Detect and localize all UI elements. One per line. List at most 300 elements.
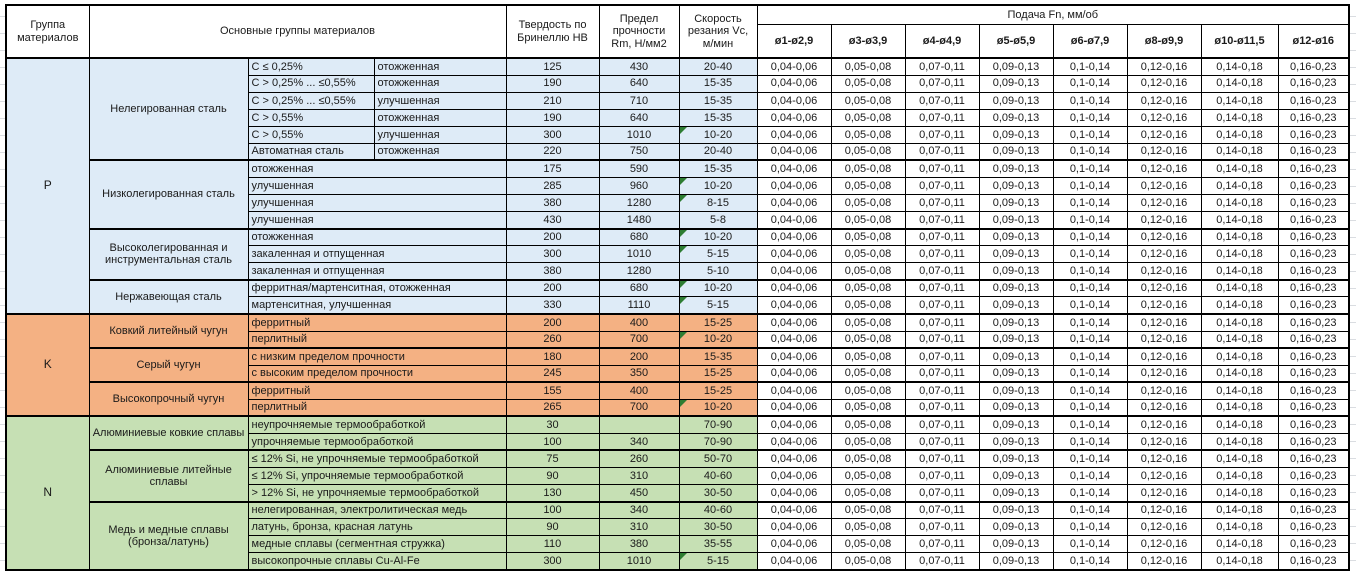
feed-cell[interactable]: 0,12-0,16 xyxy=(1127,195,1201,212)
rm-cell[interactable]: 1110 xyxy=(599,297,679,314)
feed-cell[interactable]: 0,16-0,23 xyxy=(1278,126,1349,143)
feed-cell[interactable]: 0,1-0,14 xyxy=(1053,502,1127,519)
feed-cell[interactable]: 0,05-0,08 xyxy=(831,536,905,553)
material-desc-cell[interactable]: неупрочняемые термообработкой xyxy=(248,416,506,433)
vc-cell[interactable]: 15-35 xyxy=(679,109,757,126)
rm-cell[interactable]: 260 xyxy=(599,450,679,467)
feed-cell[interactable]: 0,1-0,14 xyxy=(1053,519,1127,536)
feed-cell[interactable]: 0,12-0,16 xyxy=(1127,536,1201,553)
material-state-cell[interactable]: отожженная xyxy=(374,109,506,126)
material-desc-cell[interactable]: улучшенная xyxy=(248,195,506,212)
rm-cell[interactable] xyxy=(599,416,679,433)
feed-cell[interactable]: 0,12-0,16 xyxy=(1127,229,1201,246)
feed-cell[interactable]: 0,04-0,06 xyxy=(757,195,831,212)
feed-cell[interactable]: 0,16-0,23 xyxy=(1278,195,1349,212)
feed-cell[interactable]: 0,09-0,13 xyxy=(979,314,1053,331)
feed-cell[interactable]: 0,04-0,06 xyxy=(757,450,831,467)
subgroup-name-cell[interactable]: Низколегированная сталь xyxy=(89,160,248,228)
feed-cell[interactable]: 0,05-0,08 xyxy=(831,468,905,485)
feed-cell[interactable]: 0,1-0,14 xyxy=(1053,468,1127,485)
group-code-cell[interactable]: N xyxy=(6,416,89,570)
feed-cell[interactable]: 0,07-0,11 xyxy=(905,246,979,263)
feed-cell[interactable]: 0,14-0,18 xyxy=(1201,280,1278,297)
feed-cell[interactable]: 0,07-0,11 xyxy=(905,553,979,570)
feed-cell[interactable]: 0,09-0,13 xyxy=(979,160,1053,177)
hb-cell[interactable]: 200 xyxy=(506,280,599,297)
feed-cell[interactable]: 0,16-0,23 xyxy=(1278,433,1349,450)
feed-cell[interactable]: 0,07-0,11 xyxy=(905,263,979,280)
feed-cell[interactable]: 0,05-0,08 xyxy=(831,416,905,433)
material-desc-cell[interactable]: с низким пределом прочности xyxy=(248,348,506,365)
material-desc-cell[interactable]: медные сплавы (сегментная стружка) xyxy=(248,536,506,553)
hb-cell[interactable]: 300 xyxy=(506,246,599,263)
feed-cell[interactable]: 0,07-0,11 xyxy=(905,399,979,416)
vc-cell[interactable]: 15-35 xyxy=(679,75,757,92)
feed-cell[interactable]: 0,05-0,08 xyxy=(831,280,905,297)
feed-cell[interactable]: 0,14-0,18 xyxy=(1201,416,1278,433)
feed-cell[interactable]: 0,04-0,06 xyxy=(757,331,831,348)
material-desc-cell[interactable]: C > 0,25% ... ≤0,55% xyxy=(248,92,374,109)
feed-cell[interactable]: 0,04-0,06 xyxy=(757,92,831,109)
feed-cell[interactable]: 0,07-0,11 xyxy=(905,519,979,536)
rm-cell[interactable]: 1010 xyxy=(599,126,679,143)
group-code-cell[interactable]: K xyxy=(6,314,89,416)
header-diameter-7[interactable]: ø10-ø11,5 xyxy=(1201,24,1278,58)
feed-cell[interactable]: 0,09-0,13 xyxy=(979,212,1053,229)
feed-cell[interactable]: 0,05-0,08 xyxy=(831,502,905,519)
feed-cell[interactable]: 0,09-0,13 xyxy=(979,143,1053,160)
vc-cell[interactable]: 10-20 xyxy=(679,126,757,143)
feed-cell[interactable]: 0,07-0,11 xyxy=(905,536,979,553)
material-state-cell[interactable]: отожженная xyxy=(374,58,506,75)
feed-cell[interactable]: 0,1-0,14 xyxy=(1053,553,1127,570)
feed-cell[interactable]: 0,1-0,14 xyxy=(1053,314,1127,331)
feed-cell[interactable]: 0,1-0,14 xyxy=(1053,297,1127,314)
feed-cell[interactable]: 0,07-0,11 xyxy=(905,485,979,502)
feed-cell[interactable]: 0,12-0,16 xyxy=(1127,416,1201,433)
header-brinell-hardness[interactable]: Твердость по Бринеллю HB xyxy=(506,5,599,58)
feed-cell[interactable]: 0,16-0,23 xyxy=(1278,519,1349,536)
feed-cell[interactable]: 0,07-0,11 xyxy=(905,229,979,246)
feed-cell[interactable]: 0,12-0,16 xyxy=(1127,348,1201,365)
feed-cell[interactable]: 0,07-0,11 xyxy=(905,331,979,348)
vc-cell[interactable]: 5-15 xyxy=(679,246,757,263)
material-desc-cell[interactable]: упрочняемые термообработкой xyxy=(248,433,506,450)
feed-cell[interactable]: 0,12-0,16 xyxy=(1127,109,1201,126)
feed-cell[interactable]: 0,05-0,08 xyxy=(831,331,905,348)
feed-cell[interactable]: 0,07-0,11 xyxy=(905,75,979,92)
feed-cell[interactable]: 0,07-0,11 xyxy=(905,109,979,126)
material-state-cell[interactable]: отожженная xyxy=(374,75,506,92)
feed-cell[interactable]: 0,1-0,14 xyxy=(1053,280,1127,297)
feed-cell[interactable]: 0,14-0,18 xyxy=(1201,502,1278,519)
feed-cell[interactable]: 0,07-0,11 xyxy=(905,468,979,485)
vc-cell[interactable]: 15-35 xyxy=(679,348,757,365)
feed-cell[interactable]: 0,1-0,14 xyxy=(1053,485,1127,502)
rm-cell[interactable]: 430 xyxy=(599,58,679,75)
feed-cell[interactable]: 0,12-0,16 xyxy=(1127,468,1201,485)
material-desc-cell[interactable]: перлитный xyxy=(248,399,506,416)
feed-cell[interactable]: 0,14-0,18 xyxy=(1201,246,1278,263)
material-desc-cell[interactable]: ферритный xyxy=(248,382,506,399)
rm-cell[interactable]: 640 xyxy=(599,109,679,126)
feed-cell[interactable]: 0,14-0,18 xyxy=(1201,399,1278,416)
feed-cell[interactable]: 0,16-0,23 xyxy=(1278,468,1349,485)
feed-cell[interactable]: 0,07-0,11 xyxy=(905,92,979,109)
header-diameter-4[interactable]: ø5-ø5,9 xyxy=(979,24,1053,58)
rm-cell[interactable]: 1480 xyxy=(599,212,679,229)
feed-cell[interactable]: 0,09-0,13 xyxy=(979,348,1053,365)
feed-cell[interactable]: 0,05-0,08 xyxy=(831,348,905,365)
feed-cell[interactable]: 0,1-0,14 xyxy=(1053,433,1127,450)
hb-cell[interactable]: 380 xyxy=(506,195,599,212)
feed-cell[interactable]: 0,09-0,13 xyxy=(979,246,1053,263)
feed-cell[interactable]: 0,16-0,23 xyxy=(1278,553,1349,570)
material-desc-cell[interactable]: C > 0,55% xyxy=(248,126,374,143)
vc-cell[interactable]: 40-60 xyxy=(679,468,757,485)
feed-cell[interactable]: 0,16-0,23 xyxy=(1278,160,1349,177)
feed-cell[interactable]: 0,16-0,23 xyxy=(1278,75,1349,92)
feed-cell[interactable]: 0,05-0,08 xyxy=(831,450,905,467)
material-desc-cell[interactable]: отожженная xyxy=(248,229,506,246)
subgroup-name-cell[interactable]: Высокопрочный чугун xyxy=(89,382,248,416)
hb-cell[interactable]: 380 xyxy=(506,263,599,280)
rm-cell[interactable]: 710 xyxy=(599,92,679,109)
hb-cell[interactable]: 210 xyxy=(506,92,599,109)
feed-cell[interactable]: 0,16-0,23 xyxy=(1278,399,1349,416)
feed-cell[interactable]: 0,12-0,16 xyxy=(1127,399,1201,416)
feed-cell[interactable]: 0,04-0,06 xyxy=(757,177,831,194)
vc-cell[interactable]: 5-8 xyxy=(679,212,757,229)
hb-cell[interactable]: 200 xyxy=(506,229,599,246)
hb-cell[interactable]: 190 xyxy=(506,109,599,126)
group-code-cell[interactable]: P xyxy=(6,58,89,314)
hb-cell[interactable]: 260 xyxy=(506,331,599,348)
hb-cell[interactable]: 245 xyxy=(506,365,599,382)
subgroup-name-cell[interactable]: Серый чугун xyxy=(89,348,248,382)
feed-cell[interactable]: 0,09-0,13 xyxy=(979,485,1053,502)
rm-cell[interactable]: 1280 xyxy=(599,263,679,280)
material-desc-cell[interactable]: отожженная xyxy=(248,160,506,177)
feed-cell[interactable]: 0,14-0,18 xyxy=(1201,229,1278,246)
feed-cell[interactable]: 0,12-0,16 xyxy=(1127,485,1201,502)
vc-cell[interactable]: 35-55 xyxy=(679,536,757,553)
header-diameter-8[interactable]: ø12-ø16 xyxy=(1278,24,1349,58)
rm-cell[interactable]: 340 xyxy=(599,502,679,519)
feed-cell[interactable]: 0,05-0,08 xyxy=(831,263,905,280)
rm-cell[interactable]: 750 xyxy=(599,143,679,160)
feed-cell[interactable]: 0,14-0,18 xyxy=(1201,143,1278,160)
feed-cell[interactable]: 0,1-0,14 xyxy=(1053,382,1127,399)
feed-cell[interactable]: 0,1-0,14 xyxy=(1053,263,1127,280)
feed-cell[interactable]: 0,12-0,16 xyxy=(1127,75,1201,92)
rm-cell[interactable]: 1280 xyxy=(599,195,679,212)
feed-cell[interactable]: 0,09-0,13 xyxy=(979,365,1053,382)
feed-cell[interactable]: 0,12-0,16 xyxy=(1127,92,1201,109)
vc-cell[interactable]: 15-35 xyxy=(679,92,757,109)
feed-cell[interactable]: 0,09-0,13 xyxy=(979,280,1053,297)
hb-cell[interactable]: 125 xyxy=(506,58,599,75)
feed-cell[interactable]: 0,07-0,11 xyxy=(905,433,979,450)
rm-cell[interactable]: 700 xyxy=(599,399,679,416)
material-state-cell[interactable]: улучшенная xyxy=(374,92,506,109)
vc-cell[interactable]: 5-15 xyxy=(679,553,757,570)
header-diameter-5[interactable]: ø6-ø7,9 xyxy=(1053,24,1127,58)
hb-cell[interactable]: 330 xyxy=(506,297,599,314)
vc-cell[interactable]: 5-10 xyxy=(679,263,757,280)
feed-cell[interactable]: 0,14-0,18 xyxy=(1201,314,1278,331)
hb-cell[interactable]: 180 xyxy=(506,348,599,365)
hb-cell[interactable]: 200 xyxy=(506,314,599,331)
feed-cell[interactable]: 0,09-0,13 xyxy=(979,297,1053,314)
vc-cell[interactable]: 10-20 xyxy=(679,399,757,416)
rm-cell[interactable]: 200 xyxy=(599,348,679,365)
subgroup-name-cell[interactable]: Высоколегированная и инструментальная сталь xyxy=(89,229,248,280)
rm-cell[interactable]: 680 xyxy=(599,280,679,297)
vc-cell[interactable]: 15-25 xyxy=(679,382,757,399)
feed-cell[interactable]: 0,07-0,11 xyxy=(905,416,979,433)
header-diameter-3[interactable]: ø4-ø4,9 xyxy=(905,24,979,58)
vc-cell[interactable]: 30-50 xyxy=(679,519,757,536)
vc-cell[interactable]: 15-25 xyxy=(679,314,757,331)
material-desc-cell[interactable]: улучшенная xyxy=(248,212,506,229)
hb-cell[interactable]: 110 xyxy=(506,536,599,553)
feed-cell[interactable]: 0,14-0,18 xyxy=(1201,58,1278,75)
feed-cell[interactable]: 0,1-0,14 xyxy=(1053,348,1127,365)
rm-cell[interactable]: 310 xyxy=(599,519,679,536)
feed-cell[interactable]: 0,07-0,11 xyxy=(905,177,979,194)
vc-cell[interactable]: 70-90 xyxy=(679,416,757,433)
feed-cell[interactable]: 0,14-0,18 xyxy=(1201,212,1278,229)
feed-cell[interactable]: 0,07-0,11 xyxy=(905,382,979,399)
feed-cell[interactable]: 0,1-0,14 xyxy=(1053,246,1127,263)
feed-cell[interactable]: 0,16-0,23 xyxy=(1278,177,1349,194)
feed-cell[interactable]: 0,04-0,06 xyxy=(757,365,831,382)
feed-cell[interactable]: 0,12-0,16 xyxy=(1127,553,1201,570)
feed-cell[interactable]: 0,1-0,14 xyxy=(1053,109,1127,126)
feed-cell[interactable]: 0,09-0,13 xyxy=(979,450,1053,467)
feed-cell[interactable]: 0,05-0,08 xyxy=(831,229,905,246)
feed-cell[interactable]: 0,04-0,06 xyxy=(757,416,831,433)
feed-cell[interactable]: 0,1-0,14 xyxy=(1053,58,1127,75)
vc-cell[interactable]: 15-35 xyxy=(679,160,757,177)
subgroup-name-cell[interactable]: Ковкий литейный чугун xyxy=(89,314,248,348)
feed-cell[interactable]: 0,04-0,06 xyxy=(757,58,831,75)
feed-cell[interactable]: 0,12-0,16 xyxy=(1127,263,1201,280)
feed-cell[interactable]: 0,09-0,13 xyxy=(979,195,1053,212)
feed-cell[interactable]: 0,09-0,13 xyxy=(979,331,1053,348)
feed-cell[interactable]: 0,16-0,23 xyxy=(1278,92,1349,109)
hb-cell[interactable]: 130 xyxy=(506,485,599,502)
rm-cell[interactable]: 590 xyxy=(599,160,679,177)
feed-cell[interactable]: 0,16-0,23 xyxy=(1278,485,1349,502)
vc-cell[interactable]: 50-70 xyxy=(679,450,757,467)
rm-cell[interactable]: 310 xyxy=(599,468,679,485)
rm-cell[interactable]: 350 xyxy=(599,365,679,382)
feed-cell[interactable]: 0,14-0,18 xyxy=(1201,553,1278,570)
hb-cell[interactable]: 285 xyxy=(506,177,599,194)
feed-cell[interactable]: 0,04-0,06 xyxy=(757,485,831,502)
feed-cell[interactable]: 0,05-0,08 xyxy=(831,485,905,502)
feed-cell[interactable]: 0,04-0,06 xyxy=(757,553,831,570)
feed-cell[interactable]: 0,12-0,16 xyxy=(1127,160,1201,177)
hb-cell[interactable]: 90 xyxy=(506,519,599,536)
hb-cell[interactable]: 155 xyxy=(506,382,599,399)
hb-cell[interactable]: 300 xyxy=(506,126,599,143)
feed-cell[interactable]: 0,05-0,08 xyxy=(831,109,905,126)
feed-cell[interactable]: 0,09-0,13 xyxy=(979,263,1053,280)
material-desc-cell[interactable]: улучшенная xyxy=(248,177,506,194)
feed-cell[interactable]: 0,1-0,14 xyxy=(1053,212,1127,229)
hb-cell[interactable]: 220 xyxy=(506,143,599,160)
feed-cell[interactable]: 0,12-0,16 xyxy=(1127,58,1201,75)
feed-cell[interactable]: 0,14-0,18 xyxy=(1201,433,1278,450)
hb-cell[interactable]: 265 xyxy=(506,399,599,416)
feed-cell[interactable]: 0,09-0,13 xyxy=(979,109,1053,126)
feed-cell[interactable]: 0,09-0,13 xyxy=(979,502,1053,519)
vc-cell[interactable]: 70-90 xyxy=(679,433,757,450)
vc-cell[interactable]: 10-20 xyxy=(679,280,757,297)
feed-cell[interactable]: 0,1-0,14 xyxy=(1053,450,1127,467)
rm-cell[interactable]: 380 xyxy=(599,536,679,553)
feed-cell[interactable]: 0,09-0,13 xyxy=(979,126,1053,143)
feed-cell[interactable]: 0,1-0,14 xyxy=(1053,195,1127,212)
feed-cell[interactable]: 0,05-0,08 xyxy=(831,195,905,212)
feed-cell[interactable]: 0,09-0,13 xyxy=(979,92,1053,109)
hb-cell[interactable]: 75 xyxy=(506,450,599,467)
feed-cell[interactable]: 0,16-0,23 xyxy=(1278,143,1349,160)
feed-cell[interactable]: 0,04-0,06 xyxy=(757,314,831,331)
feed-cell[interactable]: 0,09-0,13 xyxy=(979,382,1053,399)
feed-cell[interactable]: 0,1-0,14 xyxy=(1053,331,1127,348)
feed-cell[interactable]: 0,16-0,23 xyxy=(1278,280,1349,297)
subgroup-name-cell[interactable]: Алюминиевые литейные сплавы xyxy=(89,450,248,501)
feed-cell[interactable]: 0,16-0,23 xyxy=(1278,502,1349,519)
feed-cell[interactable]: 0,05-0,08 xyxy=(831,177,905,194)
feed-cell[interactable]: 0,07-0,11 xyxy=(905,160,979,177)
feed-cell[interactable]: 0,05-0,08 xyxy=(831,92,905,109)
feed-cell[interactable]: 0,14-0,18 xyxy=(1201,126,1278,143)
vc-cell[interactable]: 15-25 xyxy=(679,365,757,382)
feed-cell[interactable]: 0,1-0,14 xyxy=(1053,160,1127,177)
feed-cell[interactable]: 0,05-0,08 xyxy=(831,553,905,570)
feed-cell[interactable]: 0,05-0,08 xyxy=(831,399,905,416)
feed-cell[interactable]: 0,12-0,16 xyxy=(1127,502,1201,519)
feed-cell[interactable]: 0,04-0,06 xyxy=(757,297,831,314)
material-desc-cell[interactable]: нелегированная, электролитическая медь xyxy=(248,502,506,519)
rm-cell[interactable]: 340 xyxy=(599,433,679,450)
feed-cell[interactable]: 0,05-0,08 xyxy=(831,519,905,536)
feed-cell[interactable]: 0,1-0,14 xyxy=(1053,143,1127,160)
rm-cell[interactable]: 400 xyxy=(599,382,679,399)
feed-cell[interactable]: 0,04-0,06 xyxy=(757,280,831,297)
feed-cell[interactable]: 0,07-0,11 xyxy=(905,365,979,382)
feed-cell[interactable]: 0,14-0,18 xyxy=(1201,365,1278,382)
feed-cell[interactable]: 0,04-0,06 xyxy=(757,160,831,177)
feed-cell[interactable]: 0,04-0,06 xyxy=(757,246,831,263)
feed-cell[interactable]: 0,16-0,23 xyxy=(1278,212,1349,229)
feed-cell[interactable]: 0,05-0,08 xyxy=(831,433,905,450)
subgroup-name-cell[interactable]: Медь и медные сплавы (бронза/латунь) xyxy=(89,502,248,570)
feed-cell[interactable]: 0,1-0,14 xyxy=(1053,126,1127,143)
material-desc-cell[interactable]: ферритный xyxy=(248,314,506,331)
feed-cell[interactable]: 0,07-0,11 xyxy=(905,280,979,297)
feed-cell[interactable]: 0,12-0,16 xyxy=(1127,365,1201,382)
feed-cell[interactable]: 0,14-0,18 xyxy=(1201,177,1278,194)
header-main-material-groups[interactable]: Основные группы материалов xyxy=(89,5,506,58)
header-material-group[interactable]: Группа материалов xyxy=(6,5,89,58)
feed-cell[interactable]: 0,16-0,23 xyxy=(1278,365,1349,382)
feed-cell[interactable]: 0,09-0,13 xyxy=(979,416,1053,433)
feed-cell[interactable]: 0,16-0,23 xyxy=(1278,348,1349,365)
feed-cell[interactable]: 0,14-0,18 xyxy=(1201,331,1278,348)
feed-cell[interactable]: 0,12-0,16 xyxy=(1127,143,1201,160)
feed-cell[interactable]: 0,05-0,08 xyxy=(831,246,905,263)
feed-cell[interactable]: 0,04-0,06 xyxy=(757,143,831,160)
feed-cell[interactable]: 0,1-0,14 xyxy=(1053,75,1127,92)
feed-cell[interactable]: 0,14-0,18 xyxy=(1201,160,1278,177)
hb-cell[interactable]: 90 xyxy=(506,468,599,485)
feed-cell[interactable]: 0,07-0,11 xyxy=(905,195,979,212)
vc-cell[interactable]: 8-15 xyxy=(679,195,757,212)
feed-cell[interactable]: 0,12-0,16 xyxy=(1127,433,1201,450)
feed-cell[interactable]: 0,09-0,13 xyxy=(979,399,1053,416)
hb-cell[interactable]: 100 xyxy=(506,502,599,519)
feed-cell[interactable]: 0,07-0,11 xyxy=(905,314,979,331)
hb-cell[interactable]: 190 xyxy=(506,75,599,92)
feed-cell[interactable]: 0,16-0,23 xyxy=(1278,109,1349,126)
feed-cell[interactable]: 0,07-0,11 xyxy=(905,58,979,75)
feed-cell[interactable]: 0,16-0,23 xyxy=(1278,314,1349,331)
feed-cell[interactable]: 0,04-0,06 xyxy=(757,229,831,246)
material-desc-cell[interactable]: высокопрочные сплавы Cu-Al-Fe xyxy=(248,553,506,570)
feed-cell[interactable]: 0,04-0,06 xyxy=(757,382,831,399)
material-state-cell[interactable]: улучшенная xyxy=(374,126,506,143)
feed-cell[interactable]: 0,12-0,16 xyxy=(1127,519,1201,536)
material-desc-cell[interactable]: ферритная/мартенситная, отожженная xyxy=(248,280,506,297)
feed-cell[interactable]: 0,14-0,18 xyxy=(1201,382,1278,399)
header-diameter-1[interactable]: ø1-ø2,9 xyxy=(757,24,831,58)
rm-cell[interactable]: 450 xyxy=(599,485,679,502)
material-desc-cell[interactable]: C > 0,25% ... ≤0,55% xyxy=(248,75,374,92)
feed-cell[interactable]: 0,12-0,16 xyxy=(1127,212,1201,229)
feed-cell[interactable]: 0,12-0,16 xyxy=(1127,126,1201,143)
feed-cell[interactable]: 0,04-0,06 xyxy=(757,519,831,536)
feed-cell[interactable]: 0,09-0,13 xyxy=(979,519,1053,536)
material-desc-cell[interactable]: перлитный xyxy=(248,331,506,348)
feed-cell[interactable]: 0,14-0,18 xyxy=(1201,348,1278,365)
feed-cell[interactable]: 0,09-0,13 xyxy=(979,433,1053,450)
feed-cell[interactable]: 0,04-0,06 xyxy=(757,263,831,280)
subgroup-name-cell[interactable]: Алюминиевые ковкие сплавы xyxy=(89,416,248,450)
feed-cell[interactable]: 0,09-0,13 xyxy=(979,536,1053,553)
material-desc-cell[interactable]: латунь, бронза, красная латунь xyxy=(248,519,506,536)
feed-cell[interactable]: 0,1-0,14 xyxy=(1053,92,1127,109)
vc-cell[interactable]: 5-15 xyxy=(679,297,757,314)
material-desc-cell[interactable]: ≤ 12% Si, не упрочняемые термообработкой xyxy=(248,450,506,467)
feed-cell[interactable]: 0,14-0,18 xyxy=(1201,485,1278,502)
feed-cell[interactable]: 0,14-0,18 xyxy=(1201,519,1278,536)
feed-cell[interactable]: 0,09-0,13 xyxy=(979,75,1053,92)
header-diameter-2[interactable]: ø3-ø3,9 xyxy=(831,24,905,58)
vc-cell[interactable]: 10-20 xyxy=(679,331,757,348)
feed-cell[interactable]: 0,09-0,13 xyxy=(979,229,1053,246)
feed-cell[interactable]: 0,16-0,23 xyxy=(1278,246,1349,263)
material-desc-cell[interactable]: > 12% Si, не упрочняемые термообработкой xyxy=(248,485,506,502)
feed-cell[interactable]: 0,14-0,18 xyxy=(1201,297,1278,314)
feed-cell[interactable]: 0,12-0,16 xyxy=(1127,382,1201,399)
feed-cell[interactable]: 0,07-0,11 xyxy=(905,297,979,314)
